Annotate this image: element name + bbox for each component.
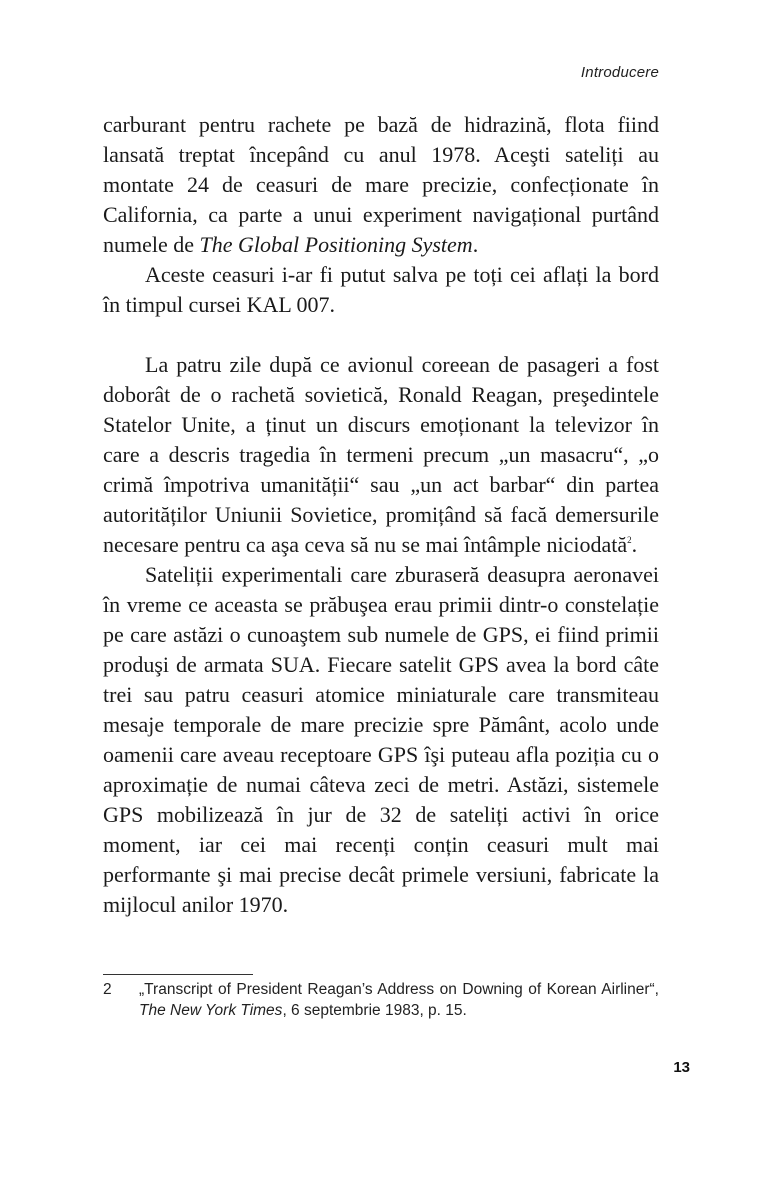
paragraph-3: La patru zile după ce avionul coreean de pasageri a fost doborât de o rachetă sovietică, Ronald Reagan, preşedintele Statelor Unite, a ținut un discurs emoționant la televizor în care a descris tragedia în termeni precum „un masacru“, „o crimă împotriva umanității“ sau „un act barbar“ din partea autorităților Uniunii Sovietice, promițând să facă demersurile necesare pentru ca aşa ceva să nu se mai întâmple niciodată$^2$. xyxy=(103,352,659,557)
page-number: 13 xyxy=(673,1059,690,1076)
footnote-reference[interactable]: 2 xyxy=(627,535,632,545)
paragraph-1: carburant pentru rachete pe bază de hidrazină, flota fiind lansată treptat începând cu anul 1978. Aceşti sateliți au montate 24 de ceasuri de mare precizie, confecționate în California, ca parte a unui experiment navigațional purtând numele de The Global Positioning System. xyxy=(103,112,659,257)
footnote-number: 2 xyxy=(103,981,112,998)
footnote-divider xyxy=(103,974,253,975)
body-text xyxy=(103,110,659,920)
footnote xyxy=(103,979,659,1021)
italic-title: The Global Positioning System xyxy=(199,232,473,257)
paragraph-4: Sateliții experimentali care zburaseră deasupra aeronavei în vreme ce aceasta se prăbuşea erau primii dintr-o constelație pe care astăzi o cunoaştem sub numele de GPS, ei fiind primii produşi de armata SUA. Fiecare satelit GPS avea la bord câte trei sau patru ceasuri atomice miniaturale care transmiteau mesaje temporale de mare precizie spre Pământ, acolo unde oamenii care aveau receptoare GPS îşi puteau afla poziția cu o aproximație de numai câteva zeci de metri. Astăzi, sistemele GPS mobilizează în jur de 32 de sateliți activi în orice moment, iar cei mai recenți conțin ceasuri mult mai performante şi mai precise decât primele versiuni, fabricate la mijlocul anilor 1970. xyxy=(103,562,659,917)
paragraph-2: Aceste ceasuri i-ar fi putut salva pe toți cei aflați la bord în timpul cursei KAL 007. xyxy=(103,262,659,317)
section-break xyxy=(103,320,659,350)
footnote-italic-source: The New York Times xyxy=(139,1002,283,1019)
running-header: Introducere xyxy=(580,64,659,81)
footnote-text: „Transcript of President Reagan’s Address on Downing of Korean Airliner“, The New York Times, 6 septembrie 1983, p. 15. xyxy=(139,981,659,1019)
